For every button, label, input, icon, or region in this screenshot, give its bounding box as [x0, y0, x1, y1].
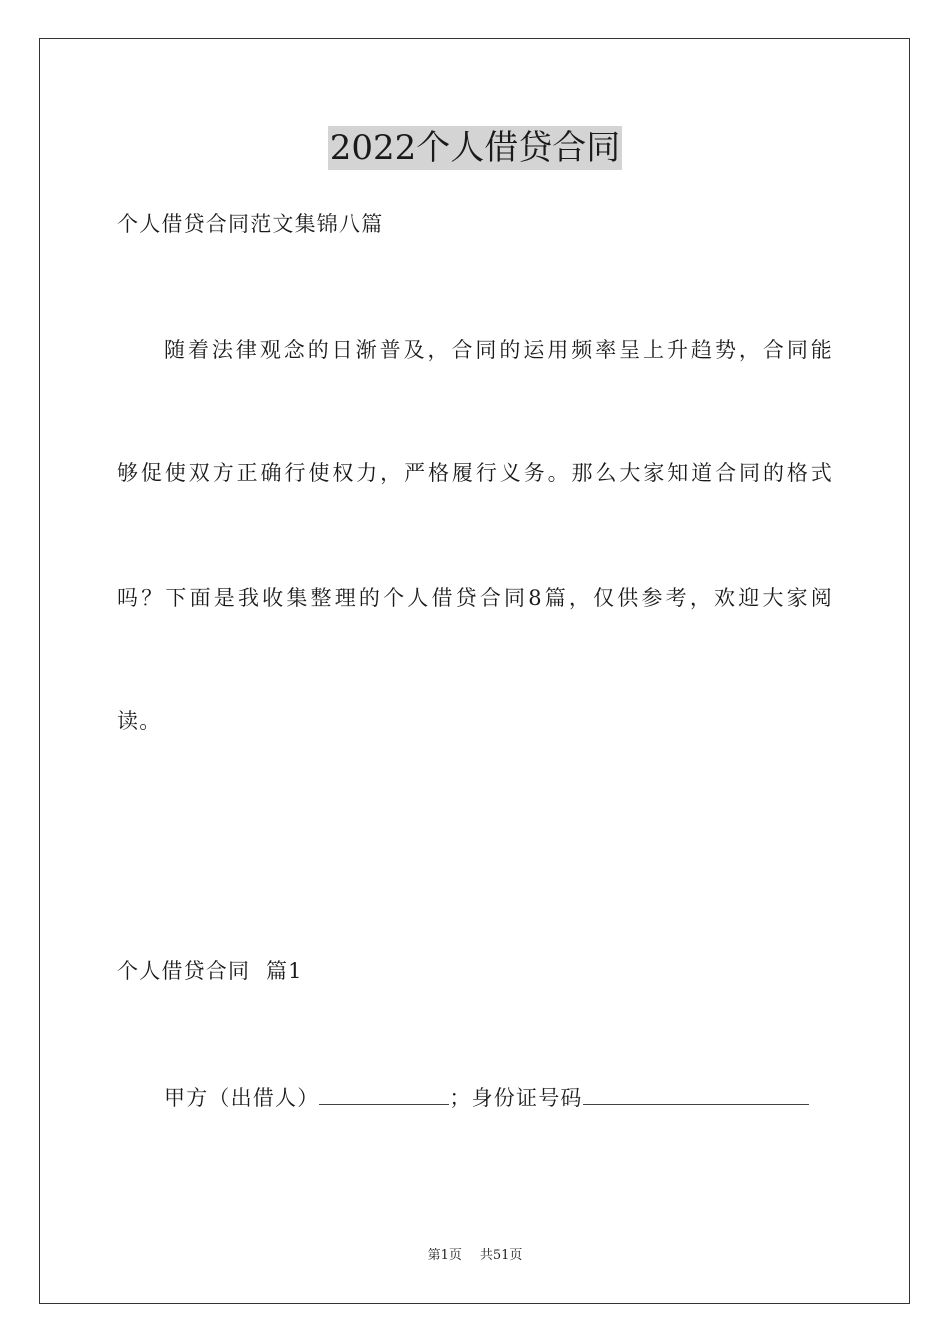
party-a-label: 甲方（出借人）: [164, 1086, 320, 1110]
footer-page-current: 第1页: [427, 1248, 462, 1263]
section-heading: 个人借贷合同 篇1: [117, 959, 303, 983]
page-footer: [0, 1247, 950, 1265]
intro-line-1: 随着法律观念的日渐普及，合同的运用频率呈上升趋势，合同能: [164, 338, 833, 362]
party-a-name-blank[interactable]: [319, 1082, 449, 1105]
party-a-separator: ；: [449, 1086, 472, 1110]
title-container: [0, 126, 950, 170]
party-a-id-blank[interactable]: [583, 1082, 809, 1105]
intro-line-2: 够促使双方正确行使权力，严格履行义务。那么大家知道合同的格式: [117, 461, 833, 485]
party-a-id-label: 身份证号码: [471, 1086, 583, 1110]
document-subtitle: 个人借贷合同范文集锦八篇: [117, 212, 384, 236]
party-a-line: [117, 1082, 809, 1113]
footer-page-total: 共51页: [479, 1248, 523, 1263]
document-title: 2022个人借贷合同: [329, 128, 621, 168]
intro-line-4: 读。: [117, 709, 162, 733]
intro-line-3: 吗？下面是我收集整理的个人借贷合同8篇，仅供参考，欢迎大家阅: [117, 586, 833, 610]
